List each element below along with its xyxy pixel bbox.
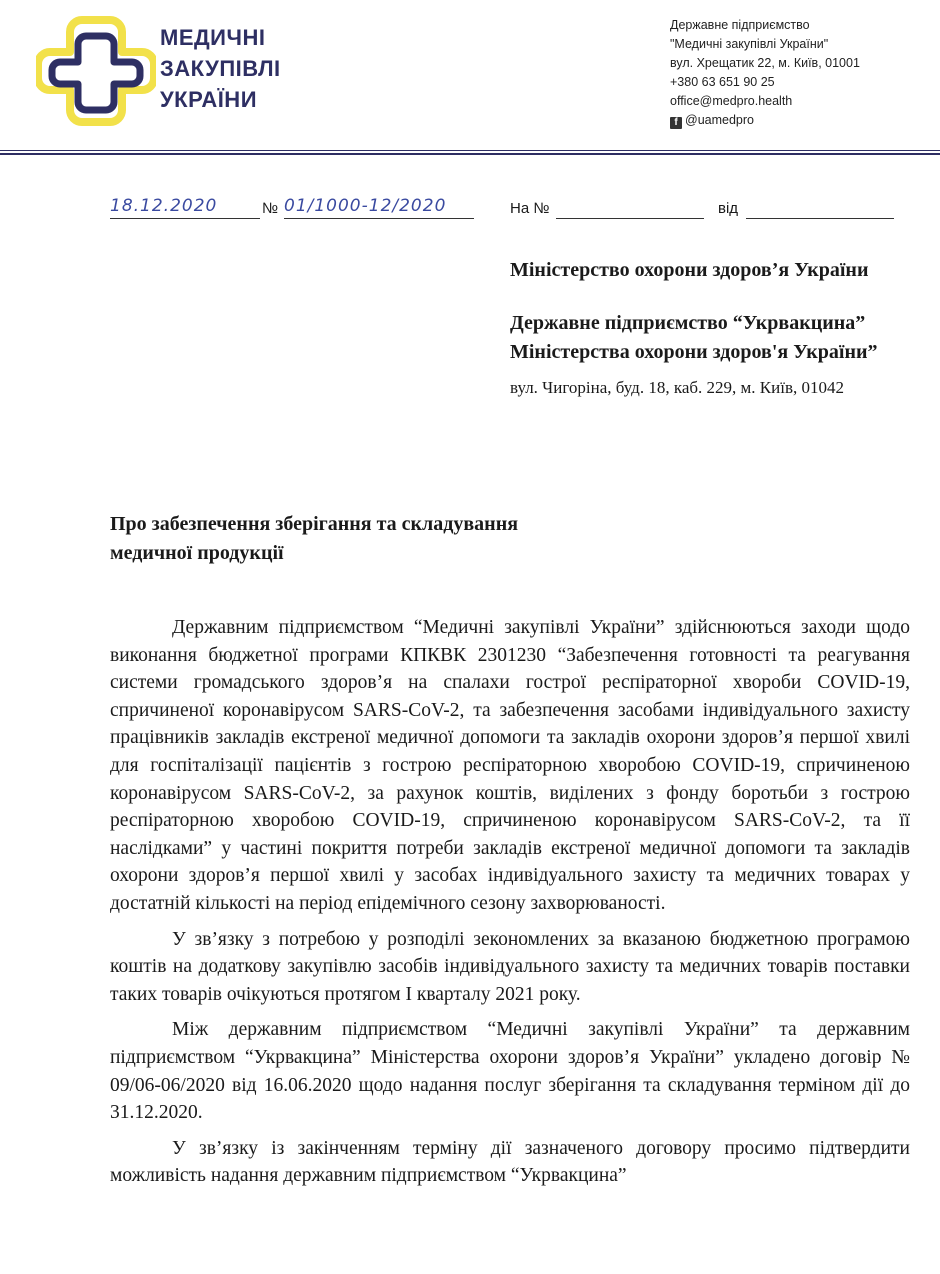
number-label: № bbox=[262, 200, 279, 217]
body-paragraph: У зв’язку із закінченням терміну дії зазначеного договору просимо підтвердити можливість надання державним підприємством “Укрвакцина” bbox=[110, 1137, 910, 1187]
outgoing-number-field bbox=[284, 196, 474, 219]
letterhead-contacts bbox=[670, 16, 860, 130]
header-divider bbox=[0, 153, 940, 155]
addressee-address: вул. Чигоріна, буд. 18, каб. 229, м. Київ, 01042 bbox=[510, 378, 844, 397]
incoming-date-blank bbox=[746, 196, 894, 219]
header-divider bbox=[0, 150, 940, 151]
social-handle-text: @uamedpro bbox=[685, 113, 754, 127]
addressee-enterprise: Державне підприємство “Укрвакцина” Міністерства охорони здоров'я України” bbox=[510, 312, 878, 363]
incoming-number-label: На № bbox=[510, 200, 550, 217]
facebook-icon: f bbox=[670, 117, 682, 129]
outgoing-number: 01/1000-12/2020 bbox=[284, 196, 447, 216]
body-paragraph: Державним підприємством “Медичні закупівлі України” здійснюються заходи щодо виконання бюджетної програми КПКВК 2301230 “Забезпечення готовності та реагування системи громадського здоров’я на спалахи гострої респіраторної хвороби COVID-19, спричиненої коронавірусом SARS-CoV-2, та забезпечення засобами індивідуального захисту працівників закладів екстреної медичної допомоги та закладів охорони здоров’я першої хвилі для госпіталізації пацієнтів з гострою респіраторною хворобою COVID-19, спричиненою коронавірусом SARS-CoV-2, за рахунок коштів, виділених з фонду боротьби з гострою респіраторною хворобою COVID-19, спричиненою коронавірусом SARS-CoV-2, та її наслідками” у частині покриття потреби закладів екстреної медичної допомоги та закладів охорони здоров’я першої хвилі у засобах індивідуального захисту та медичних товарах у достатній кількості на період епідемічного сезону захворюваності. bbox=[110, 617, 910, 914]
logo-line: МЕДИЧНІ bbox=[160, 25, 266, 50]
reference-row bbox=[110, 196, 900, 226]
body-paragraph: Між державним підприємством “Медичні закупівлі України” та державним підприємством “Укрвакцина” Міністерства охорони здоров’я України” укладено договір № 09/06-06/2020 від 16.06.2020 щодо надання послуг зберігання та складування терміном дії до 31.12.2020. bbox=[110, 1019, 910, 1124]
outgoing-date: 18.12.2020 bbox=[110, 196, 218, 216]
body-paragraph: У зв’язку з потребою у розподілі зекономлених за вказаною бюджетною програмою коштів на додаткову закупівлю засобів індивідуального захисту та медичних товарів поставки таких товарів очікуються протягом I кварталу 2021 року. bbox=[110, 928, 910, 1005]
incoming-number-blank bbox=[556, 196, 704, 219]
medical-procurement-logo-icon bbox=[36, 14, 156, 126]
contact-line: вул. Хрещатик 22, м. Київ, 01001 bbox=[670, 56, 860, 70]
contact-line: +380 63 651 90 25 bbox=[670, 75, 775, 89]
contact-line: Державне підприємство bbox=[670, 18, 810, 32]
addressee-block bbox=[510, 256, 920, 402]
logo-line: УКРАЇНИ bbox=[160, 87, 258, 112]
outgoing-date-field bbox=[110, 196, 260, 219]
social-handle[interactable] bbox=[670, 111, 860, 130]
email-link[interactable]: office@medpro.health bbox=[670, 94, 793, 108]
logo-line: ЗАКУПІВЛІ bbox=[160, 56, 281, 81]
logo-wordmark bbox=[160, 22, 281, 115]
incoming-date-label: від bbox=[718, 200, 739, 217]
letter-subject: Про забезпечення зберігання та складування медичної продукції bbox=[110, 513, 519, 564]
addressee-ministry: Міністерство охорони здоров’я України bbox=[510, 259, 869, 281]
letter-body bbox=[110, 614, 910, 1198]
contact-line: "Медичні закупівлі України" bbox=[670, 37, 829, 51]
